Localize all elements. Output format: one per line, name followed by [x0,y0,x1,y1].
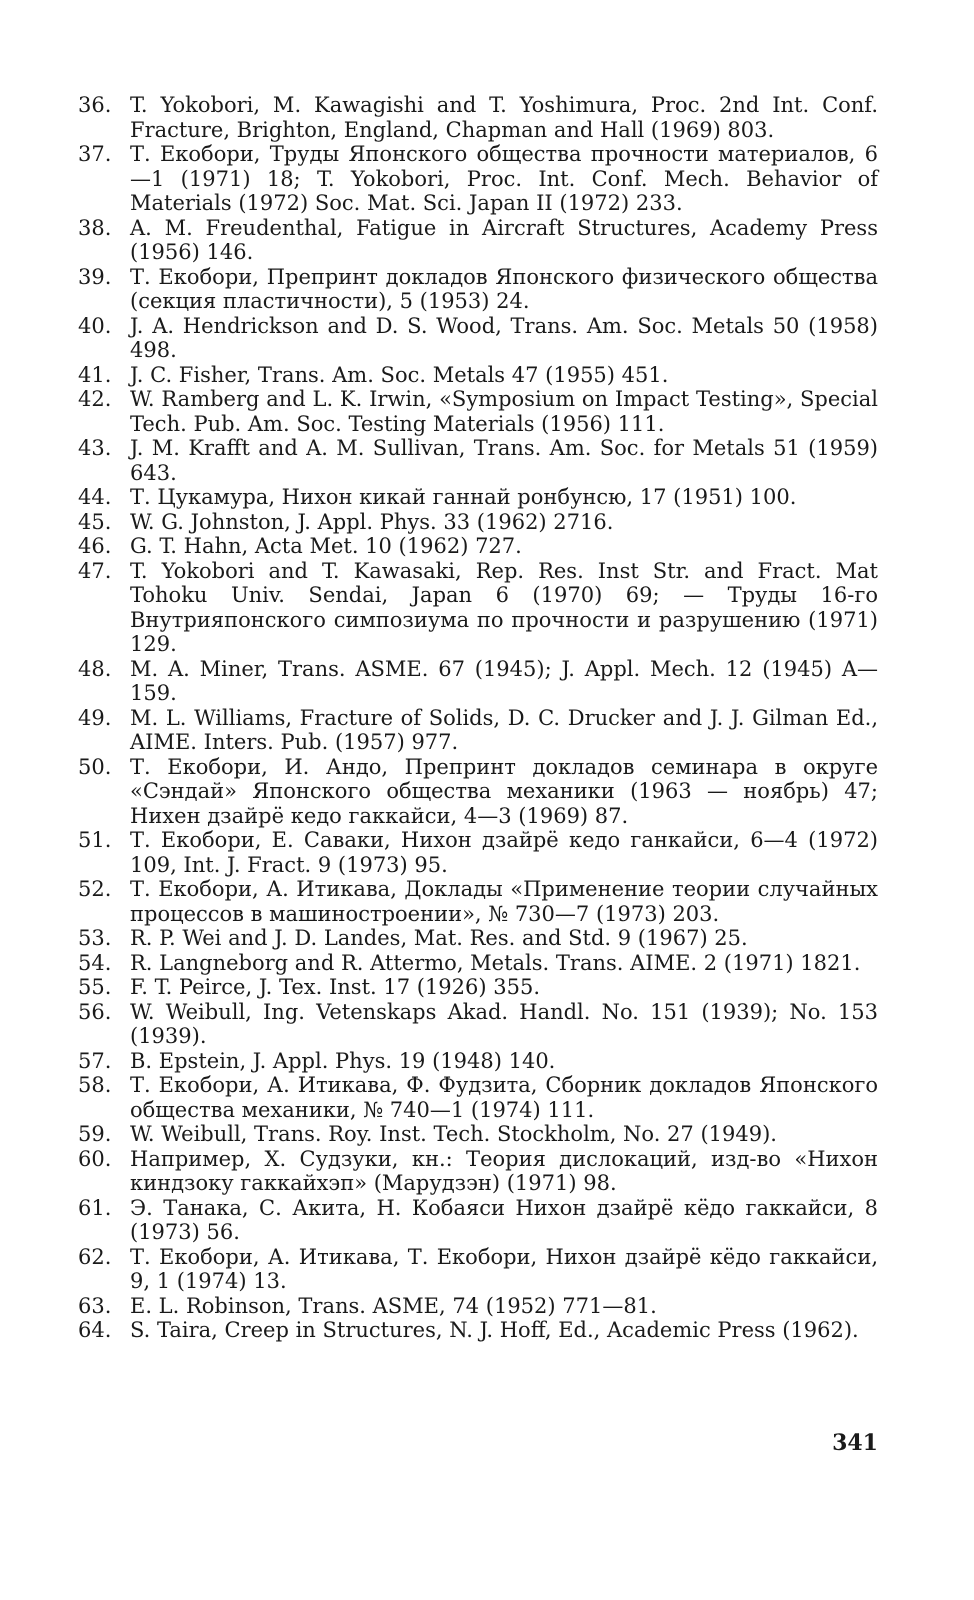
reference-text: A. M. Freudenthal, Fatigue in Aircraft Structures, Academy Press (1956) 146. [130,215,878,264]
reference-item [78,1245,878,1294]
reference-number: 45. [78,509,112,534]
reference-item [78,216,878,265]
reference-number: 62. [78,1244,112,1269]
reference-text: M. A. Miner, Trans. ASME. 67 (1945); J. Appl. Mech. 12 (1945) A—159. [130,656,878,705]
reference-number: 44. [78,485,112,509]
reference-text: M. L. Williams, Fracture of Solids, D. C. Drucker and J. J. Gilman Ed., AIME. Inters. Pub. (1957) 977. [130,705,878,754]
reference-text: Например, Х. Судзуки, кн.: Теория дислокаций, изд-во «Нихон киндзоку гаккайхэп» (Марудзэн) (1971) 98. [130,1146,878,1195]
reference-item [78,1000,878,1049]
reference-item [78,755,878,829]
reference-text: W. G. Johnston, J. Appl. Phys. 33 (1962) 2716. [130,509,614,534]
reference-text: S. Taira, Creep in Structures, N. J. Hoff, Ed., Academic Press (1962). [130,1318,859,1342]
reference-item [78,828,878,877]
reference-item [78,1318,878,1343]
reference-item [78,926,878,951]
reference-number: 38. [78,215,112,240]
reference-item [78,559,878,657]
reference-text: Т. Цукамура, Нихон кикай ганнай ронбунсю, 17 (1951) 100. [130,485,797,509]
reference-item [78,387,878,436]
reference-item [78,510,878,535]
reference-item [78,975,878,1000]
reference-item [78,1294,878,1319]
reference-item [78,877,878,926]
reference-item [78,436,878,485]
reference-text: Т. Екобори, И. Андо, Препринт докладов семинара в округе «Сэндай» Японского общества механики (1963 — ноябрь) 47; Нихен дзайрё кедо гаккайси, 4—3 (1969) 87. [130,754,878,828]
reference-text: W. Weibull, Trans. Roy. Inst. Tech. Stockholm, No. 27 (1949). [130,1122,777,1146]
reference-item [78,534,878,559]
reference-number: 59. [78,1122,112,1146]
reference-text: J. M. Krafft and A. M. Sullivan, Trans. Am. Soc. for Metals 51 (1959) 643. [130,436,878,485]
reference-number: 64. [78,1318,112,1342]
reference-text: T. Yokobori, M. Kawagishi and T. Yoshimura, Proc. 2nd Int. Conf. Fracture, Brighton, England, Chapman and Hall (1969) 803. [130,93,878,142]
reference-number: 63. [78,1293,112,1318]
reference-item [78,485,878,510]
reference-text: Т. Екобори, А. Итикава, Ф. Фудзита, Сборник докладов Японского общества механики, № 740—1 (1974) 111. [130,1073,878,1122]
reference-text: G. T. Hahn, Acta Met. 10 (1962) 727. [130,534,522,558]
reference-number: 56. [78,999,112,1024]
reference-text: Э. Танака, С. Акита, Н. Кобаяси Нихон дзайрё кёдо гаккайси, 8 (1973) 56. [130,1195,878,1244]
reference-item [78,1073,878,1122]
reference-text: W. Weibull, Ing. Vetenskaps Akad. Handl. No. 151 (1939); No. 153 (1939). [130,999,878,1048]
reference-item [78,314,878,363]
reference-text: R. P. Wei and J. D. Landes, Mat. Res. and Std. 9 (1967) 25. [130,926,748,950]
reference-number: 43. [78,436,112,460]
reference-item [78,1196,878,1245]
page-number: 341 [832,1430,878,1456]
reference-number: 57. [78,1048,112,1073]
reference-number: 51. [78,828,112,852]
reference-number: 60. [78,1146,112,1171]
reference-text: R. Langneborg and R. Attermo, Metals. Trans. AIME. 2 (1971) 1821. [130,950,861,975]
reference-text: Т. Екобори, А. Итикава, Т. Екобори, Нихон дзайрё кёдо гаккайси, 9, 1 (1974) 13. [130,1244,878,1293]
reference-text: E. L. Robinson, Trans. ASME, 74 (1952) 771—81. [130,1293,657,1318]
reference-item [78,706,878,755]
reference-item [78,1147,878,1196]
reference-text: F. T. Peirce, J. Tex. Inst. 17 (1926) 355. [130,975,541,999]
reference-number: 52. [78,877,112,901]
reference-item [78,1122,878,1147]
reference-number: 54. [78,950,112,975]
reference-text: B. Epstein, J. Appl. Phys. 19 (1948) 140. [130,1048,556,1073]
reference-number: 49. [78,705,112,730]
reference-number: 50. [78,754,112,779]
reference-text: Т. Екобори, Е. Саваки, Нихон дзайрё кедо ганкайси, 6—4 (1972) 109, Int. J. Fract. 9 (1973) 95. [130,828,878,877]
reference-text: J. A. Hendrickson and D. S. Wood, Trans. Am. Soc. Metals 50 (1958) 498. [130,313,878,362]
reference-number: 37. [78,142,112,166]
reference-number: 61. [78,1195,112,1220]
reference-number: 53. [78,926,112,950]
reference-item [78,1049,878,1074]
reference-number: 42. [78,387,112,411]
reference-number: 55. [78,975,112,999]
reference-number: 40. [78,313,112,338]
reference-number: 41. [78,362,112,387]
reference-text: T. Yokobori and T. Kawasaki, Rep. Res. Inst Str. and Fract. Mat Tohoku Univ. Sendai, Japan 6 (1970) 69; — Труды 16-го Внутрияпонского симпозиума по прочности и разрушению (1971) 129. [130,558,878,656]
reference-item [78,142,878,216]
reference-text: Т. Екобори, Препринт докладов Японского физического общества (секция пластичности), 5 (1953) 24. [130,264,878,313]
reference-number: 39. [78,264,112,289]
reference-item [78,363,878,388]
reference-number: 48. [78,656,112,681]
reference-text: W. Ramberg and L. K. Irwin, «Symposium on Impact Testing», Special Tech. Pub. Am. Soc. Testing Materials (1956) 111. [130,387,878,436]
reference-list [78,93,878,1343]
reference-text: Т. Екобори, Труды Японского общества прочности материалов, 6—1 (1971) 18; T. Yokobori, Proc. Int. Conf. Mech. Behavior of Materials (1972) Soc. Mat. Sci. Japan II (1972) 233. [130,142,878,215]
reference-item [78,951,878,976]
reference-number: 36. [78,93,112,117]
reference-number: 46. [78,534,112,558]
reference-number: 58. [78,1073,112,1097]
reference-number: 47. [78,558,112,583]
reference-item [78,657,878,706]
reference-item [78,93,878,142]
reference-text: J. C. Fisher, Trans. Am. Soc. Metals 47 (1955) 451. [130,362,669,387]
reference-text: Т. Екобори, А. Итикава, Доклады «Применение теории случайных процессов в машиностроении», № 730—7 (1973) 203. [130,877,878,926]
reference-item [78,265,878,314]
